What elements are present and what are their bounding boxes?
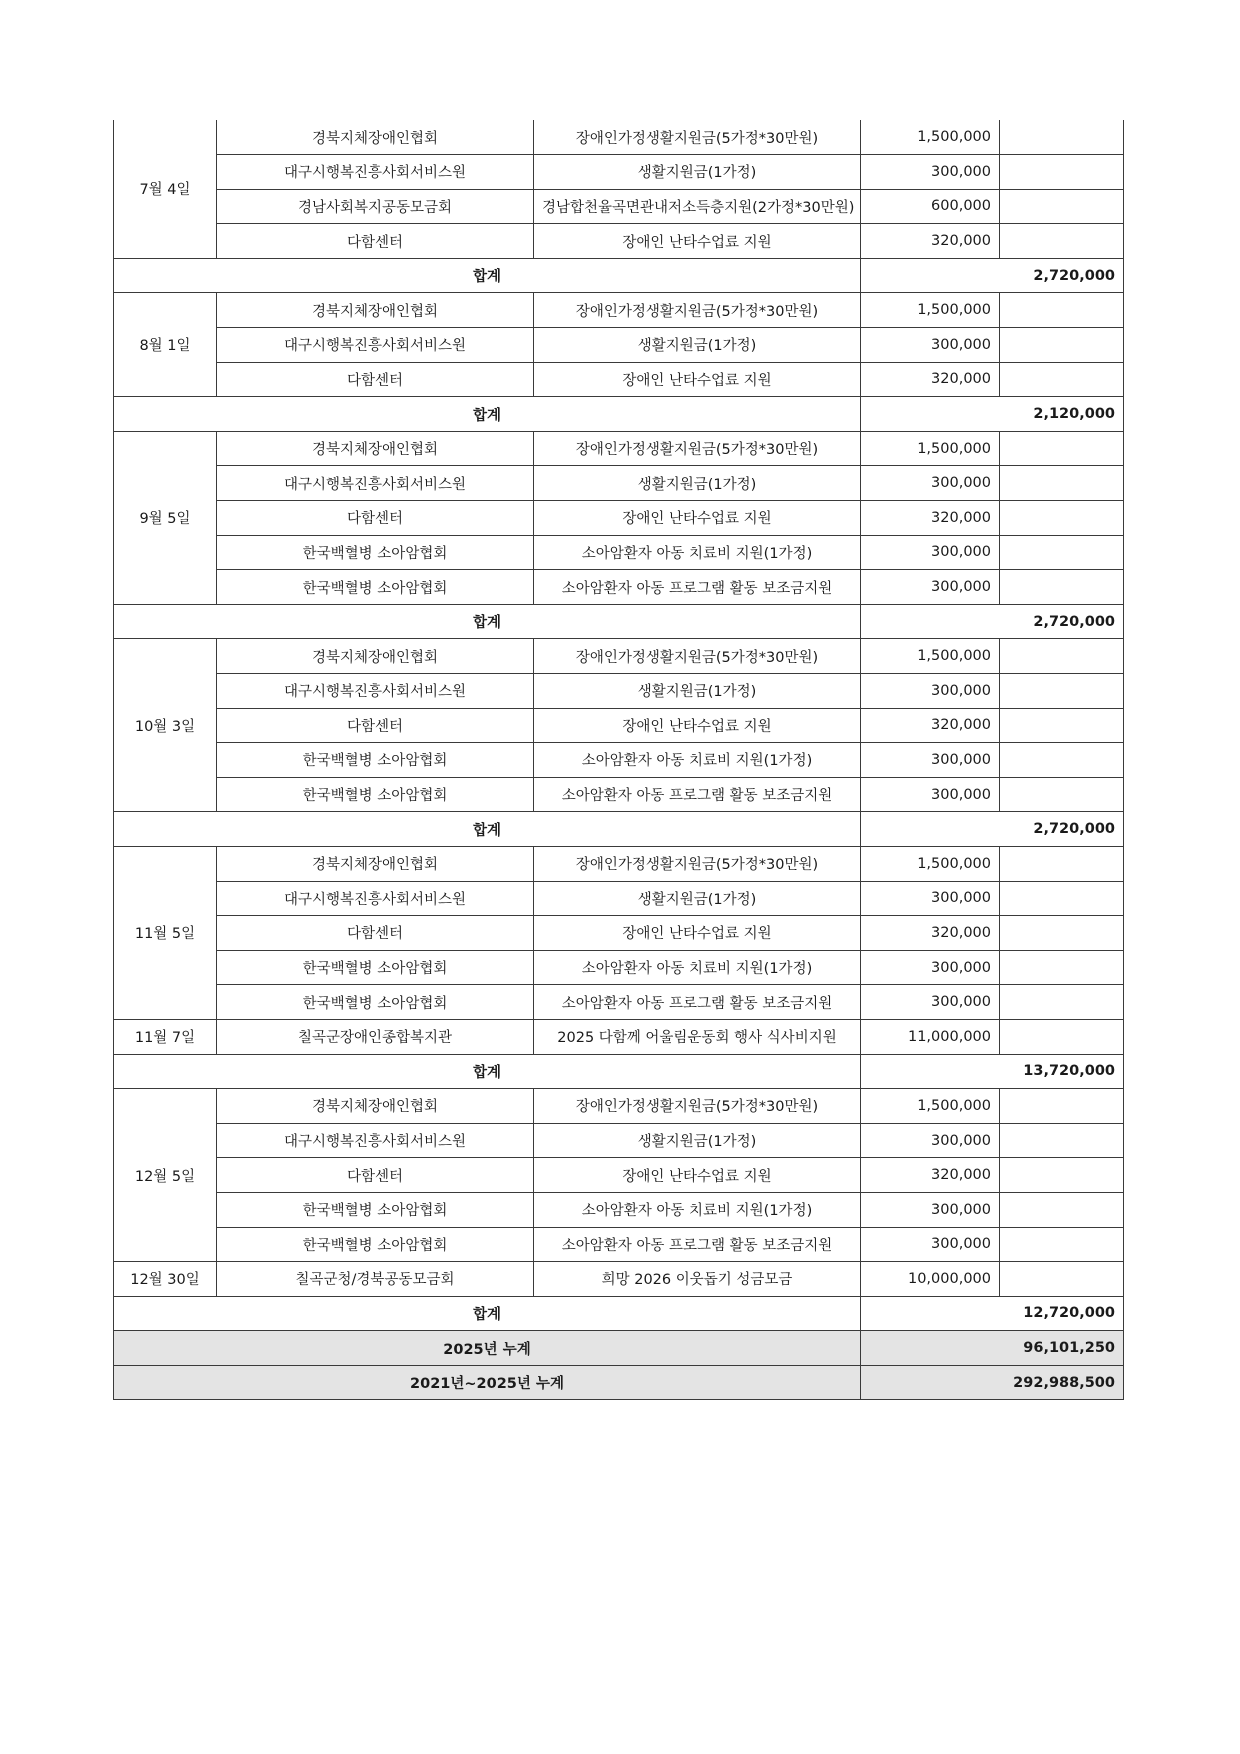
- subtotal-row: [114, 397, 1124, 432]
- organization-cell: 대구시행복진흥사회서비스원: [217, 881, 534, 916]
- table-row: [114, 846, 1124, 881]
- table-row: [114, 916, 1124, 951]
- amount-cell: 300,000: [861, 535, 1000, 570]
- blank-cell: [1000, 777, 1124, 812]
- organization-cell: 대구시행복진흥사회서비스원: [217, 1123, 534, 1158]
- amount-cell: 320,000: [861, 708, 1000, 743]
- purpose-cell: 장애인가정생활지원금(5가정*30만원): [534, 120, 861, 155]
- purpose-cell: 소아암환자 아동 치료비 지원(1가정): [534, 1192, 861, 1227]
- subtotal-row: [114, 258, 1124, 293]
- date-cell: 8월 1일: [114, 293, 217, 397]
- blank-cell: [1000, 570, 1124, 605]
- table-row: [114, 570, 1124, 605]
- subtotal-amount: 2,720,000: [861, 812, 1124, 847]
- amount-cell: 1,500,000: [861, 431, 1000, 466]
- subtotal-label: 합계: [114, 604, 861, 639]
- organization-cell: 다함센터: [217, 916, 534, 951]
- organization-cell: 한국백혈병 소아암협회: [217, 1227, 534, 1262]
- cumulative-label: 2021년~2025년 누계: [114, 1365, 861, 1400]
- table-row: [114, 224, 1124, 259]
- amount-cell: 300,000: [861, 466, 1000, 501]
- subtotal-row: [114, 1296, 1124, 1331]
- table-row: [114, 950, 1124, 985]
- table-row: [114, 293, 1124, 328]
- purpose-cell: 장애인가정생활지원금(5가정*30만원): [534, 293, 861, 328]
- purpose-cell: 장애인가정생활지원금(5가정*30만원): [534, 639, 861, 674]
- amount-cell: 320,000: [861, 362, 1000, 397]
- blank-cell: [1000, 674, 1124, 709]
- organization-cell: 다함센터: [217, 362, 534, 397]
- purpose-cell: 장애인가정생활지원금(5가정*30만원): [534, 846, 861, 881]
- organization-cell: 대구시행복진흥사회서비스원: [217, 674, 534, 709]
- amount-cell: 600,000: [861, 189, 1000, 224]
- purpose-cell: 장애인가정생활지원금(5가정*30만원): [534, 431, 861, 466]
- subtotal-row: [114, 812, 1124, 847]
- amount-cell: 1,500,000: [861, 293, 1000, 328]
- blank-cell: [1000, 950, 1124, 985]
- blank-cell: [1000, 1089, 1124, 1124]
- table-row: [114, 985, 1124, 1020]
- table-row: [114, 1227, 1124, 1262]
- organization-cell: 경북지체장애인협회: [217, 846, 534, 881]
- organization-cell: 다함센터: [217, 708, 534, 743]
- purpose-cell: 생활지원금(1가정): [534, 881, 861, 916]
- amount-cell: 300,000: [861, 328, 1000, 363]
- amount-cell: 1,500,000: [861, 1089, 1000, 1124]
- subtotal-label: 합계: [114, 1296, 861, 1331]
- organization-cell: 다함센터: [217, 224, 534, 259]
- blank-cell: [1000, 1123, 1124, 1158]
- amount-cell: 300,000: [861, 570, 1000, 605]
- blank-cell: [1000, 362, 1124, 397]
- organization-cell: 대구시행복진흥사회서비스원: [217, 328, 534, 363]
- table-row: [114, 1089, 1124, 1124]
- organization-cell: 한국백혈병 소아암협회: [217, 1192, 534, 1227]
- amount-cell: 320,000: [861, 916, 1000, 951]
- purpose-cell: 희망 2026 이웃돕기 성금모금: [534, 1262, 861, 1297]
- blank-cell: [1000, 328, 1124, 363]
- organization-cell: 다함센터: [217, 1158, 534, 1193]
- table-row: [114, 501, 1124, 536]
- amount-cell: 320,000: [861, 501, 1000, 536]
- table-row: [114, 1262, 1124, 1297]
- blank-cell: [1000, 293, 1124, 328]
- organization-cell: 칠곡군장애인종합복지관: [217, 1019, 534, 1054]
- organization-cell: 한국백혈병 소아암협회: [217, 777, 534, 812]
- blank-cell: [1000, 224, 1124, 259]
- organization-cell: 경북지체장애인협회: [217, 639, 534, 674]
- blank-cell: [1000, 639, 1124, 674]
- table-row: [114, 1192, 1124, 1227]
- cumulative-amount: 292,988,500: [861, 1365, 1124, 1400]
- table-row: [114, 155, 1124, 190]
- table-row: [114, 708, 1124, 743]
- blank-cell: [1000, 846, 1124, 881]
- amount-cell: 300,000: [861, 777, 1000, 812]
- table-row: [114, 328, 1124, 363]
- purpose-cell: 장애인 난타수업료 지원: [534, 224, 861, 259]
- blank-cell: [1000, 881, 1124, 916]
- organization-cell: 대구시행복진흥사회서비스원: [217, 466, 534, 501]
- purpose-cell: 생활지원금(1가정): [534, 466, 861, 501]
- purpose-cell: 생활지원금(1가정): [534, 674, 861, 709]
- amount-cell: 300,000: [861, 1192, 1000, 1227]
- purpose-cell: 2025 다함께 어울림운동회 행사 식사비지원: [534, 1019, 861, 1054]
- table-row: [114, 535, 1124, 570]
- purpose-cell: 소아암환자 아동 치료비 지원(1가정): [534, 743, 861, 778]
- organization-cell: 경북지체장애인협회: [217, 431, 534, 466]
- blank-cell: [1000, 501, 1124, 536]
- blank-cell: [1000, 985, 1124, 1020]
- organization-cell: 다함센터: [217, 501, 534, 536]
- subtotal-label: 합계: [114, 812, 861, 847]
- table-row: [114, 674, 1124, 709]
- table-row: [114, 1158, 1124, 1193]
- date-cell: 11월 7일: [114, 1019, 217, 1054]
- organization-cell: 경북지체장애인협회: [217, 293, 534, 328]
- subtotal-amount: 2,720,000: [861, 604, 1124, 639]
- table-row: [114, 881, 1124, 916]
- subtotal-amount: 2,120,000: [861, 397, 1124, 432]
- purpose-cell: 장애인 난타수업료 지원: [534, 501, 861, 536]
- purpose-cell: 장애인 난타수업료 지원: [534, 916, 861, 951]
- table-row: [114, 431, 1124, 466]
- subtotal-label: 합계: [114, 397, 861, 432]
- amount-cell: 1,500,000: [861, 120, 1000, 155]
- blank-cell: [1000, 1019, 1124, 1054]
- subtotal-label: 합계: [114, 1054, 861, 1089]
- subtotal-amount: 2,720,000: [861, 258, 1124, 293]
- blank-cell: [1000, 743, 1124, 778]
- blank-cell: [1000, 120, 1124, 155]
- organization-cell: 한국백혈병 소아암협회: [217, 950, 534, 985]
- organization-cell: 한국백혈병 소아암협회: [217, 570, 534, 605]
- blank-cell: [1000, 1158, 1124, 1193]
- blank-cell: [1000, 155, 1124, 190]
- blank-cell: [1000, 708, 1124, 743]
- cumulative-row: [114, 1331, 1124, 1366]
- purpose-cell: 소아암환자 아동 프로그램 활동 보조금지원: [534, 570, 861, 605]
- amount-cell: 10,000,000: [861, 1262, 1000, 1297]
- amount-cell: 300,000: [861, 155, 1000, 190]
- date-cell: 10월 3일: [114, 639, 217, 812]
- purpose-cell: 장애인 난타수업료 지원: [534, 708, 861, 743]
- purpose-cell: 소아암환자 아동 프로그램 활동 보조금지원: [534, 1227, 861, 1262]
- table-row: [114, 362, 1124, 397]
- date-cell: 12월 30일: [114, 1262, 217, 1297]
- table-row: [114, 1123, 1124, 1158]
- amount-cell: 300,000: [861, 950, 1000, 985]
- amount-cell: 300,000: [861, 985, 1000, 1020]
- organization-cell: 경북지체장애인협회: [217, 120, 534, 155]
- amount-cell: 300,000: [861, 674, 1000, 709]
- amount-cell: 320,000: [861, 224, 1000, 259]
- amount-cell: 320,000: [861, 1158, 1000, 1193]
- subtotal-amount: 12,720,000: [861, 1296, 1124, 1331]
- subtotal-row: [114, 1054, 1124, 1089]
- amount-cell: 1,500,000: [861, 639, 1000, 674]
- subtotal-amount: 13,720,000: [861, 1054, 1124, 1089]
- purpose-cell: 소아암환자 아동 치료비 지원(1가정): [534, 535, 861, 570]
- purpose-cell: 소아암환자 아동 프로그램 활동 보조금지원: [534, 777, 861, 812]
- blank-cell: [1000, 1227, 1124, 1262]
- subtotal-label: 합계: [114, 258, 861, 293]
- purpose-cell: 소아암환자 아동 치료비 지원(1가정): [534, 950, 861, 985]
- table-row: [114, 189, 1124, 224]
- blank-cell: [1000, 466, 1124, 501]
- amount-cell: 300,000: [861, 1123, 1000, 1158]
- amount-cell: 11,000,000: [861, 1019, 1000, 1054]
- cumulative-row: [114, 1365, 1124, 1400]
- organization-cell: 대구시행복진흥사회서비스원: [217, 155, 534, 190]
- organization-cell: 한국백혈병 소아암협회: [217, 985, 534, 1020]
- organization-cell: 경북지체장애인협회: [217, 1089, 534, 1124]
- purpose-cell: 생활지원금(1가정): [534, 1123, 861, 1158]
- table-row: [114, 743, 1124, 778]
- blank-cell: [1000, 431, 1124, 466]
- amount-cell: 300,000: [861, 743, 1000, 778]
- purpose-cell: 장애인 난타수업료 지원: [534, 362, 861, 397]
- purpose-cell: 경남합천율곡면관내저소득층지원(2가정*30만원): [534, 189, 861, 224]
- date-cell: 9월 5일: [114, 431, 217, 604]
- purpose-cell: 생활지원금(1가정): [534, 328, 861, 363]
- blank-cell: [1000, 1262, 1124, 1297]
- table-row: [114, 777, 1124, 812]
- organization-cell: 한국백혈병 소아암협회: [217, 743, 534, 778]
- table-row: [114, 1019, 1124, 1054]
- purpose-cell: 장애인 난타수업료 지원: [534, 1158, 861, 1193]
- date-cell: 7월 4일: [114, 120, 217, 258]
- amount-cell: 300,000: [861, 881, 1000, 916]
- subtotal-row: [114, 604, 1124, 639]
- table-row: [114, 120, 1124, 155]
- purpose-cell: 장애인가정생활지원금(5가정*30만원): [534, 1089, 861, 1124]
- organization-cell: 경남사회복지공동모금회: [217, 189, 534, 224]
- purpose-cell: 소아암환자 아동 프로그램 활동 보조금지원: [534, 985, 861, 1020]
- blank-cell: [1000, 535, 1124, 570]
- blank-cell: [1000, 916, 1124, 951]
- cumulative-amount: 96,101,250: [861, 1331, 1124, 1366]
- organization-cell: 칠곡군청/경북공동모금회: [217, 1262, 534, 1297]
- amount-cell: 300,000: [861, 1227, 1000, 1262]
- purpose-cell: 생활지원금(1가정): [534, 155, 861, 190]
- date-cell: 12월 5일: [114, 1089, 217, 1262]
- table-row: [114, 466, 1124, 501]
- amount-cell: 1,500,000: [861, 846, 1000, 881]
- cumulative-label: 2025년 누계: [114, 1331, 861, 1366]
- blank-cell: [1000, 1192, 1124, 1227]
- blank-cell: [1000, 189, 1124, 224]
- donation-table: [113, 120, 1124, 1400]
- date-cell: 11월 5일: [114, 846, 217, 1019]
- organization-cell: 한국백혈병 소아암협회: [217, 535, 534, 570]
- table-row: [114, 639, 1124, 674]
